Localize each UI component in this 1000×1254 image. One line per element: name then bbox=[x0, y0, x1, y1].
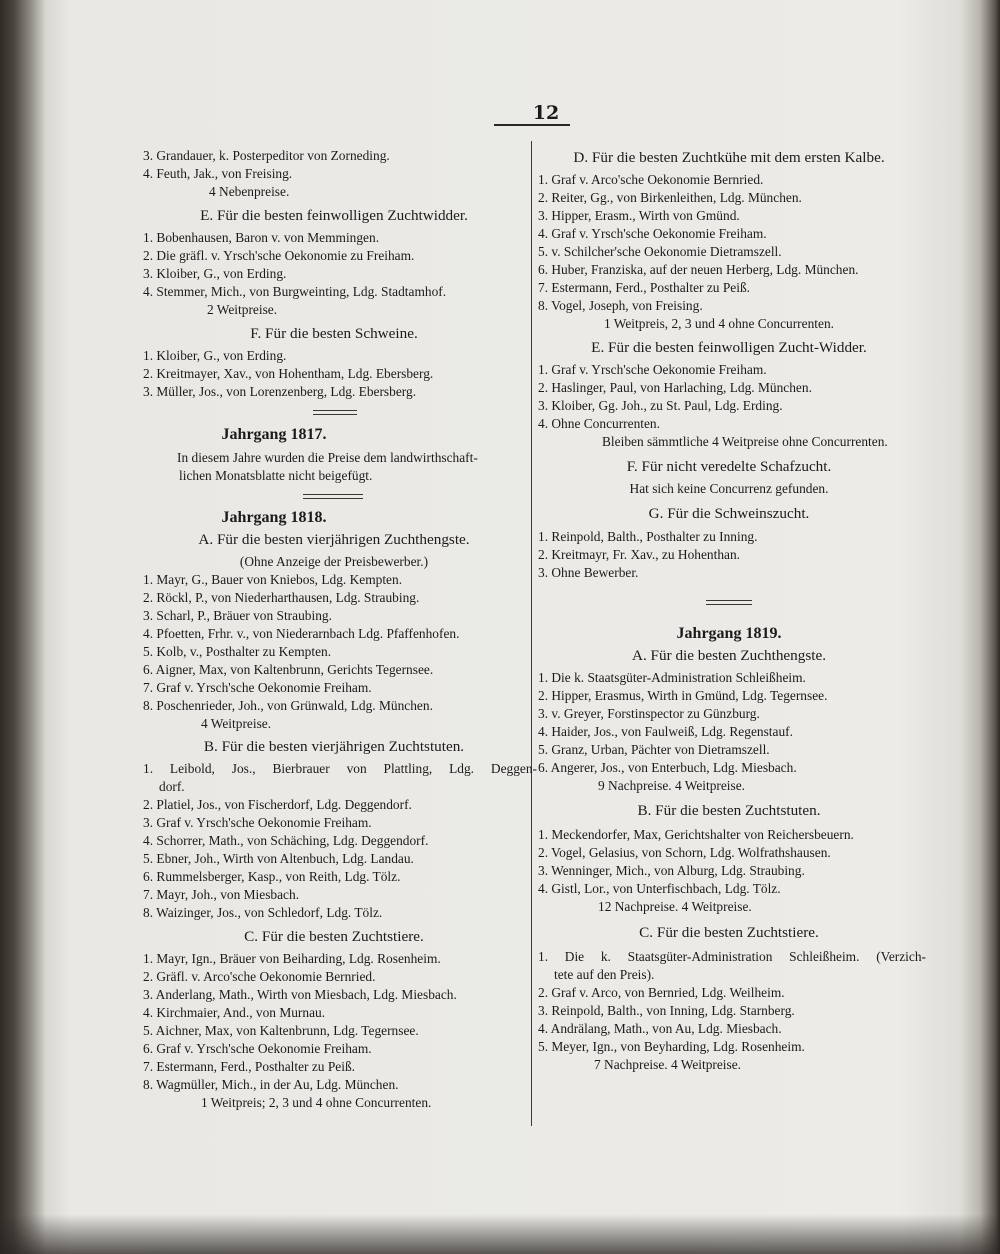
section-rule bbox=[706, 600, 752, 605]
list-item: 4. Pfoetten, Frhr. v., von Niederarnbach Ldg. Pfaffenhofen. bbox=[143, 626, 460, 641]
section-heading: B. Für die besten Zuchtstuten. bbox=[637, 802, 821, 819]
section-heading: C. Für die besten Zuchtstiere. bbox=[244, 928, 424, 945]
prize-note: 9 Nachpreise. 4 Weitpreise. bbox=[598, 778, 746, 793]
prize-note: 4 Weitpreise. bbox=[201, 716, 272, 731]
list-item: 7. Estermann, Ferd., Posthalter zu Peiß. bbox=[143, 1059, 355, 1074]
year-heading: Jahrgang 1817. bbox=[221, 426, 327, 443]
list-item: 6. Huber, Franziska, auf der neuen Herberg, Ldg. München. bbox=[538, 262, 859, 277]
section-rule bbox=[303, 494, 363, 499]
list-item: 1. Leibold, Jos., Bierbrauer von Plattling, Ldg. Deggen- bbox=[143, 761, 537, 776]
list-item: 1. Graf v. Arco'sche Oekonomie Bernried. bbox=[538, 172, 764, 187]
list-item: 1. Mayr, Ign., Bräuer von Beiharding, Ldg. Rosenheim. bbox=[143, 951, 441, 966]
section-heading: A. Für die besten vierjährigen Zuchthengste. bbox=[198, 531, 470, 548]
list-item: 3. Müller, Jos., von Lorenzenberg, Ldg. Ebersberg. bbox=[143, 384, 417, 399]
column-divider bbox=[531, 141, 532, 1126]
list-item: 3. Hipper, Erasm., Wirth von Gmünd. bbox=[538, 208, 740, 223]
list-item: 4. Ohne Concurrenten. bbox=[538, 416, 660, 431]
page-number: 12 bbox=[532, 102, 560, 124]
list-item: 1. Reinpold, Balth., Posthalter zu Inning. bbox=[538, 529, 758, 544]
paragraph-line: In diesem Jahre wurden die Preise dem landwirthschaft- bbox=[177, 450, 478, 465]
page-number-rule bbox=[494, 124, 570, 126]
list-item: 5. Kolb, v., Posthalter zu Kempten. bbox=[143, 644, 332, 659]
paragraph-line: Hat sich keine Concurrenz gefunden. bbox=[629, 481, 829, 496]
list-item: 6. Aigner, Max, von Kaltenbrunn, Gerichts Tegernsee. bbox=[143, 662, 434, 677]
list-item: 2. Kreitmayer, Xav., von Hohentham, Ldg. Ebersberg. bbox=[143, 366, 434, 381]
list-item: 3. Scharl, P., Bräuer von Straubing. bbox=[143, 608, 332, 623]
list-item: 6. Angerer, Jos., von Enterbuch, Ldg. Miesbach. bbox=[538, 760, 797, 775]
list-item: 4. Gistl, Lor., von Unterfischbach, Ldg. Tölz. bbox=[538, 881, 781, 896]
paragraph-line: lichen Monatsblatte nicht beigefügt. bbox=[179, 468, 373, 483]
section-heading: G. Für die Schweinszucht. bbox=[648, 505, 810, 522]
list-item: 2. Kreitmayr, Fr. Xav., zu Hohenthan. bbox=[538, 547, 741, 562]
section-heading: C. Für die besten Zuchtstiere. bbox=[639, 924, 819, 941]
prize-note: 2 Weitpreise. bbox=[207, 302, 278, 317]
list-item: 7. Graf v. Yrsch'sche Oekonomie Freiham. bbox=[143, 680, 372, 695]
list-item: 8. Wagmüller, Mich., in der Au, Ldg. München. bbox=[143, 1077, 399, 1092]
list-item: 2. Graf v. Arco, von Bernried, Ldg. Weilheim. bbox=[538, 985, 785, 1000]
list-item: 3. Wenninger, Mich., von Alburg, Ldg. Straubing. bbox=[538, 863, 805, 878]
section-heading: F. Für die besten Schweine. bbox=[250, 325, 418, 342]
list-item: tete auf den Preis). bbox=[554, 967, 655, 982]
list-item: 5. Granz, Urban, Pächter von Dietramszell. bbox=[538, 742, 770, 757]
list-item: 6. Rummelsberger, Kasp., von Reith, Ldg. Tölz. bbox=[143, 869, 401, 884]
section-heading: E. Für die besten feinwolligen Zucht-Widder. bbox=[591, 339, 867, 356]
list-item: 3. Anderlang, Math., Wirth von Miesbach, Ldg. Miesbach. bbox=[143, 987, 457, 1002]
list-item: 1. Bobenhausen, Baron v. von Memmingen. bbox=[143, 230, 380, 245]
list-item: 5. Ebner, Joh., Wirth von Altenbuch, Ldg. Landau. bbox=[143, 851, 414, 866]
prize-note: 4 Nebenpreise. bbox=[209, 184, 290, 199]
list-item: 3. Reinpold, Balth., von Inning, Ldg. Starnberg. bbox=[538, 1003, 795, 1018]
list-item: 1. Mayr, G., Bauer von Kniebos, Ldg. Kempten. bbox=[143, 572, 403, 587]
list-item: 2. Die gräfl. v. Yrsch'sche Oekonomie zu Freiham. bbox=[143, 248, 415, 263]
list-item: 4. Stemmer, Mich., von Burgweinting, Ldg. Stadtamhof. bbox=[143, 284, 447, 299]
list-item: 3. Grandauer, k. Posterpeditor von Zorneding. bbox=[143, 148, 390, 163]
list-item: 3. v. Greyer, Forstinspector zu Günzburg. bbox=[538, 706, 760, 721]
list-item: 3. Ohne Bewerber. bbox=[538, 565, 639, 580]
prize-note: 1 Weitpreis, 2, 3 und 4 ohne Concurrenten. bbox=[604, 316, 834, 331]
list-item: 2. Haslinger, Paul, von Harlaching, Ldg. München. bbox=[538, 380, 812, 395]
prize-note: 7 Nachpreise. 4 Weitpreise. bbox=[594, 1057, 742, 1072]
list-item: 4. Feuth, Jak., von Freising. bbox=[143, 166, 293, 181]
list-item: 4. Haider, Jos., von Faulweiß, Ldg. Regenstauf. bbox=[538, 724, 793, 739]
year-heading: Jahrgang 1819. bbox=[676, 625, 782, 642]
list-item: dorf. bbox=[159, 779, 185, 794]
prize-note: 12 Nachpreise. 4 Weitpreise. bbox=[598, 899, 752, 914]
list-item: 2. Platiel, Jos., von Fischerdorf, Ldg. Deggendorf. bbox=[143, 797, 412, 812]
list-item: 2. Hipper, Erasmus, Wirth in Gmünd, Ldg. Tegernsee. bbox=[538, 688, 828, 703]
list-item: 1. Meckendorfer, Max, Gerichtshalter von Reichersbeuern. bbox=[538, 827, 854, 842]
list-item: 2. Gräfl. v. Arco'sche Oekonomie Bernried. bbox=[143, 969, 376, 984]
list-item: 6. Graf v. Yrsch'sche Oekonomie Freiham. bbox=[143, 1041, 372, 1056]
list-item: 3. Kloiber, G., von Erding. bbox=[143, 266, 287, 281]
list-item: 2. Röckl, P., von Niederharthausen, Ldg. Straubing. bbox=[143, 590, 420, 605]
list-item: 5. Meyer, Ign., von Beyharding, Ldg. Rosenheim. bbox=[538, 1039, 805, 1054]
section-heading: E. Für die besten feinwolligen Zuchtwidder. bbox=[200, 207, 468, 224]
section-rule bbox=[313, 410, 357, 415]
prize-note: 1 Weitpreis; 2, 3 und 4 ohne Concurrenten. bbox=[201, 1095, 432, 1110]
list-item: 7. Mayr, Joh., von Miesbach. bbox=[143, 887, 300, 902]
list-item: 3. Graf v. Yrsch'sche Oekonomie Freiham. bbox=[143, 815, 372, 830]
list-item: 1. Die k. Staatsgüter-Administration Schleißheim. (Verzich- bbox=[538, 949, 926, 964]
list-item: 1. Kloiber, G., von Erding. bbox=[143, 348, 287, 363]
list-item: 7. Estermann, Ferd., Posthalter zu Peiß. bbox=[538, 280, 750, 295]
list-item: 4. Andrälang, Math., von Au, Ldg. Miesbach. bbox=[538, 1021, 782, 1036]
list-item: 4. Schorrer, Math., von Schäching, Ldg. Deggendorf. bbox=[143, 833, 429, 848]
year-heading: Jahrgang 1818. bbox=[221, 509, 327, 526]
list-item: 4. Kirchmaier, And., von Murnau. bbox=[143, 1005, 326, 1020]
prize-note: Bleiben sämmtliche 4 Weitpreise ohne Concurrenten. bbox=[602, 434, 888, 449]
list-item: 4. Graf v. Yrsch'sche Oekonomie Freiham. bbox=[538, 226, 767, 241]
section-heading: A. Für die besten Zuchthengste. bbox=[631, 647, 827, 664]
list-item: 8. Poschenrieder, Joh., von Grünwald, Ldg. München. bbox=[143, 698, 433, 713]
section-heading: F. Für nicht veredelte Schafzucht. bbox=[626, 458, 832, 475]
list-item: 8. Waizinger, Jos., von Schledorf, Ldg. Tölz. bbox=[143, 905, 383, 920]
list-item: 1. Die k. Staatsgüter-Administration Schleißheim. bbox=[538, 670, 806, 685]
section-heading: D. Für die besten Zuchtkühe mit dem ersten Kalbe. bbox=[573, 149, 885, 166]
list-item: 3. Kloiber, Gg. Joh., zu St. Paul, Ldg. Erding. bbox=[538, 398, 783, 413]
list-item: 1. Graf v. Yrsch'sche Oekonomie Freiham. bbox=[538, 362, 767, 377]
list-item: 8. Vogel, Joseph, von Freising. bbox=[538, 298, 703, 313]
list-item: 2. Reiter, Gg., von Birkenleithen, Ldg. München. bbox=[538, 190, 802, 205]
subheading-note: (Ohne Anzeige der Preisbewerber.) bbox=[239, 554, 429, 569]
list-item: 5. v. Schilcher'sche Oekonomie Dietramszell. bbox=[538, 244, 782, 259]
section-heading: B. Für die besten vierjährigen Zuchtstuten. bbox=[203, 738, 465, 755]
list-item: 2. Vogel, Gelasius, von Schorn, Ldg. Wolfrathshausen. bbox=[538, 845, 831, 860]
list-item: 5. Aichner, Max, von Kaltenbrunn, Ldg. Tegernsee. bbox=[143, 1023, 419, 1038]
